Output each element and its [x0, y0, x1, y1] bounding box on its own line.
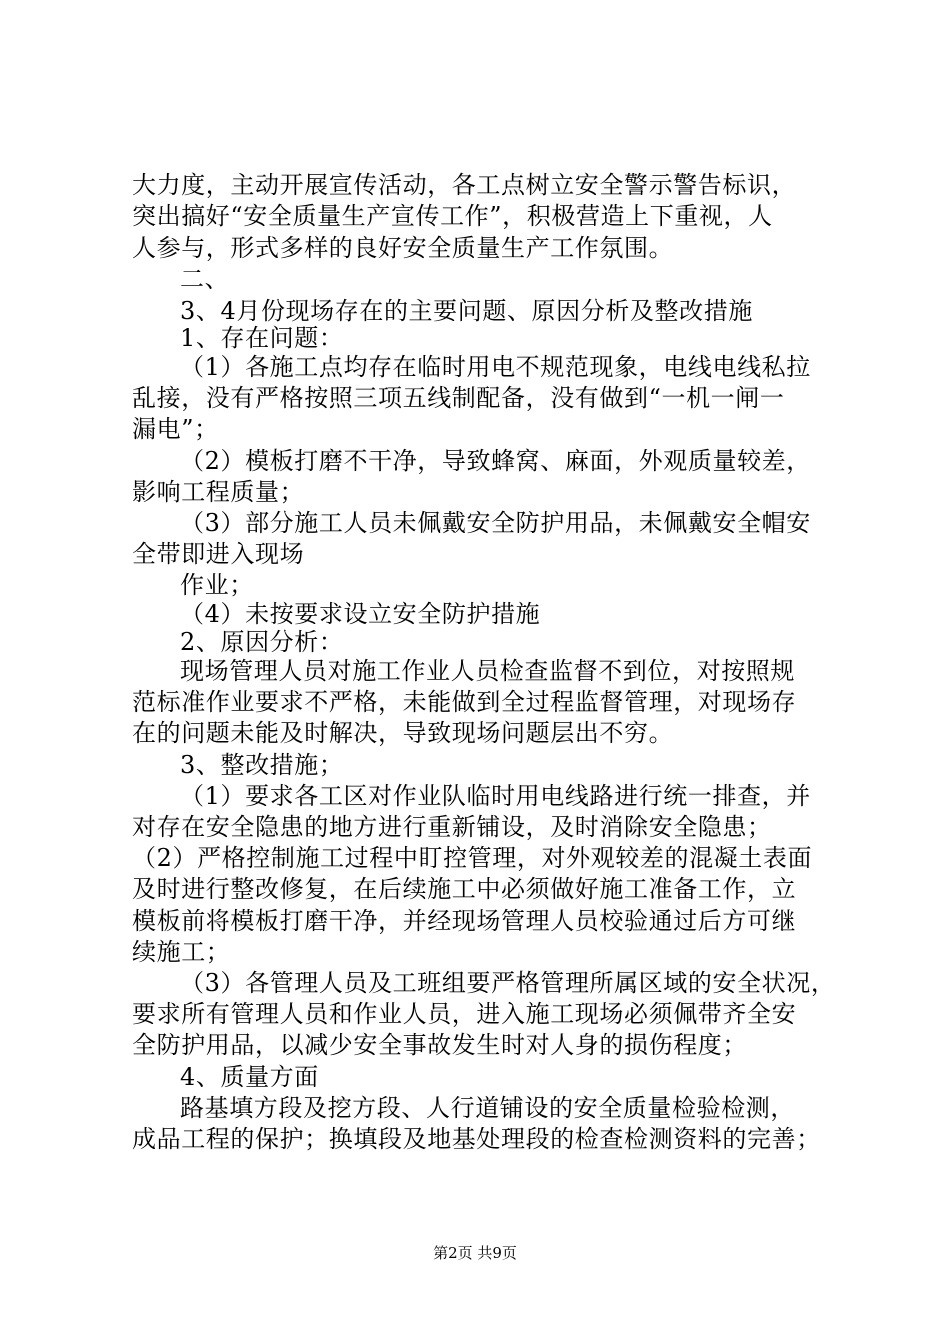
- text-line: 现场管理人员对施工作业人员检查监督不到位，对按照规: [180, 657, 795, 685]
- text-line: 漏电”；: [132, 415, 219, 443]
- text-line: 3、4月份现场存在的主要问题、原因分析及整改措施: [180, 297, 753, 325]
- text-line: 1、存在问题：: [180, 324, 344, 352]
- text-line: 模板前将模板打磨干净，并经现场管理人员校验通过后方可继: [132, 907, 797, 935]
- text-line: （3）部分施工人员未佩戴安全防护用品，未佩戴安全帽安: [180, 509, 811, 537]
- text-line: 在的问题未能及时解决，导致现场问题层出不穷。: [132, 719, 674, 747]
- text-line: （2）模板打磨不干净，导致蜂窝、麻面，外观质量较差，: [180, 447, 811, 475]
- text-line: 乱接，没有严格按照三项五线制配备，没有做到“一机一闸一: [132, 384, 785, 412]
- text-line: 路基填方段及挖方段、人行道铺设的安全质量检验检测，: [180, 1094, 795, 1122]
- text-line: 人参与，形式多样的良好安全质量生产工作氛围。: [132, 234, 674, 262]
- text-line: 对存在安全隐患的地方进行重新铺设，及时消除安全隐患；: [132, 813, 772, 841]
- text-line: 范标准作业要求不严格，未能做到全过程监督管理，对现场存: [132, 688, 797, 716]
- text-line: 要求所有管理人员和作业人员，进入施工现场必须佩带齐全安: [132, 1000, 797, 1028]
- text-line: 全带即进入现场: [132, 540, 305, 568]
- text-line: 4、质量方面: [180, 1063, 319, 1091]
- text-line: 作业；: [180, 571, 254, 599]
- text-line: 影响工程质量；: [132, 478, 305, 506]
- text-line: 及时进行整改修复，在后续施工中必须做好施工准备工作，立: [132, 875, 797, 903]
- text-line: （1）要求各工区对作业队临时用电线路进行统一排查，并: [180, 782, 811, 810]
- text-line: （1）各施工点均存在临时用电不规范现象，电线电线私拉: [180, 353, 811, 381]
- text-line: （4）未按要求设立安全防护措施: [180, 600, 541, 628]
- page-footer: 第2页 共9页: [433, 1244, 517, 1262]
- text-line: 续施工；: [132, 938, 231, 966]
- text-line: 突出搞好“安全质量生产宣传工作”，积极营造上下重视，人: [132, 202, 773, 230]
- text-line: 二、: [180, 265, 230, 293]
- text-line: 成品工程的保护；换填段及地基处理段的检查检测资料的完善；: [132, 1125, 821, 1153]
- text-line: 大力度，主动开展宣传活动，各工点树立安全警示警告标识，: [132, 171, 797, 199]
- text-line: 全防护用品，以减少安全事故发生时对人身的损伤程度；: [132, 1031, 747, 1059]
- text-line: （2）严格控制施工过程中盯控管理，对外观较差的混凝土表面: [132, 844, 813, 872]
- text-line: 2、原因分析：: [180, 628, 344, 656]
- text-line: （3）各管理人员及工班组要严格管理所属区域的安全状况，: [180, 969, 836, 997]
- text-line: 3、整改措施；: [180, 751, 344, 779]
